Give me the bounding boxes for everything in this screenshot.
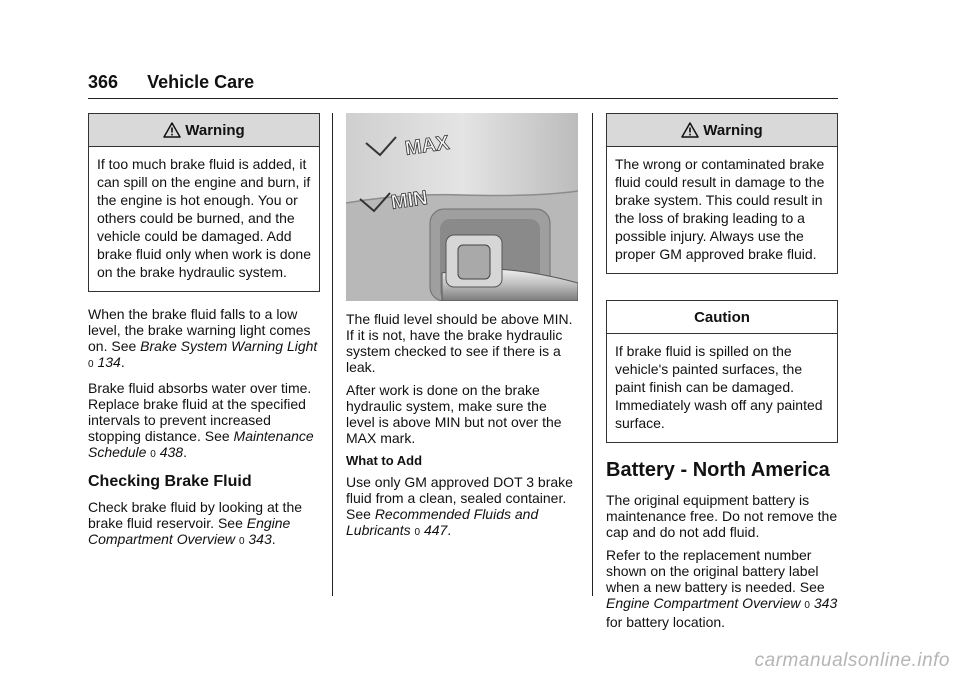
paragraph: Refer to the replacement number shown on the original battery label when a new battery is needed. See Engine Compartment Overview 0 343 for battery location.: [606, 547, 838, 630]
column-2: [346, 113, 578, 548]
warning-box: [606, 113, 838, 274]
column-1: [88, 113, 320, 557]
warning-text: If too much brake fluid is added, it can spill on the engine and burn, if the engine is hot enough. You or others could be burned, and the vehicle could be damaged. Add brake fluid only when work is done on the brake hydraulic system.: [97, 156, 312, 280]
warning-label: Warning: [185, 121, 245, 139]
column-3: [606, 113, 838, 637]
cross-reference-link[interactable]: Engine Compartment Overview 0 343: [606, 595, 838, 611]
page-arrow-icon: 0: [150, 449, 156, 460]
column-divider: [592, 113, 593, 596]
warning-text: The wrong or contaminated brake fluid could result in damage to the brake system. This could result in the loss of braking leading to a possible injury. Always use the proper GM approved brake fluid.: [615, 156, 825, 262]
max-mark-label: MAX: [403, 131, 451, 160]
paragraph: Use only GM approved DOT 3 brake fluid from a clean, sealed container. See Recommended Fluids and Lubricants 0 447.: [346, 474, 573, 538]
header-rule: [88, 98, 838, 99]
watermark: carmanualsonline.info: [754, 650, 950, 671]
paragraph: After work is done on the brake hydraulic system, make sure the level is above MIN but not over the MAX mark.: [346, 382, 562, 446]
section-heading: Battery - North America: [606, 459, 830, 481]
warning-header: [607, 114, 837, 147]
page-arrow-icon: 0: [88, 359, 94, 370]
section-heading: Checking Brake Fluid: [88, 473, 252, 490]
brake-fluid-reservoir-illustration: [346, 113, 578, 301]
paragraph: Check brake fluid by looking at the brake fluid reservoir. See Engine Compartment Overview 0 343.: [88, 499, 303, 547]
page-arrow-icon: 0: [238, 536, 245, 547]
cross-reference-link[interactable]: Maintenance Schedule 0 438: [88, 428, 314, 460]
paragraph: When the brake fluid falls to a low level, the brake warning light comes on. See Brake System Warning Light 0 134.: [88, 306, 318, 370]
page-arrow-icon: 0: [414, 527, 421, 538]
page-arrow-icon: 0: [804, 600, 810, 611]
min-mark-label: MIN: [389, 187, 430, 214]
column-divider: [332, 113, 333, 596]
warning-box: [88, 113, 320, 292]
caution-text: If brake fluid is spilled on the vehicle's painted surfaces, the paint finish can be damaged. Immediately wash off any painted surface.: [615, 343, 823, 431]
cross-reference-link[interactable]: Recommended Fluids and Lubricants 0 447: [346, 506, 539, 538]
warning-label: Warning: [703, 121, 763, 139]
caution-label: Caution: [694, 308, 750, 326]
warning-header: [89, 114, 319, 147]
subheading: What to Add: [346, 453, 423, 468]
page-header: [88, 72, 254, 93]
cross-reference-link[interactable]: Brake System Warning Light 0 134: [88, 338, 318, 370]
caution-box: [606, 300, 838, 443]
section-title: Vehicle Care: [147, 72, 255, 92]
paragraph: The original equipment battery is maintenance free. Do not remove the cap and do not add fluid.: [606, 492, 838, 540]
caution-header: [607, 301, 837, 334]
page-number: 366: [88, 72, 119, 92]
paragraph: The fluid level should be above MIN. If it is not, have the brake hydraulic system checked to see if there is a leak.: [346, 311, 573, 375]
paragraph: Brake fluid absorbs water over time. Replace brake fluid at the specified intervals to prevent increased stopping distance. See Maintenance Schedule 0 438.: [88, 380, 314, 460]
cross-reference-link[interactable]: Engine Compartment Overview 0 343: [88, 515, 291, 547]
warning-icon: [681, 122, 699, 138]
warning-icon: [163, 122, 181, 138]
